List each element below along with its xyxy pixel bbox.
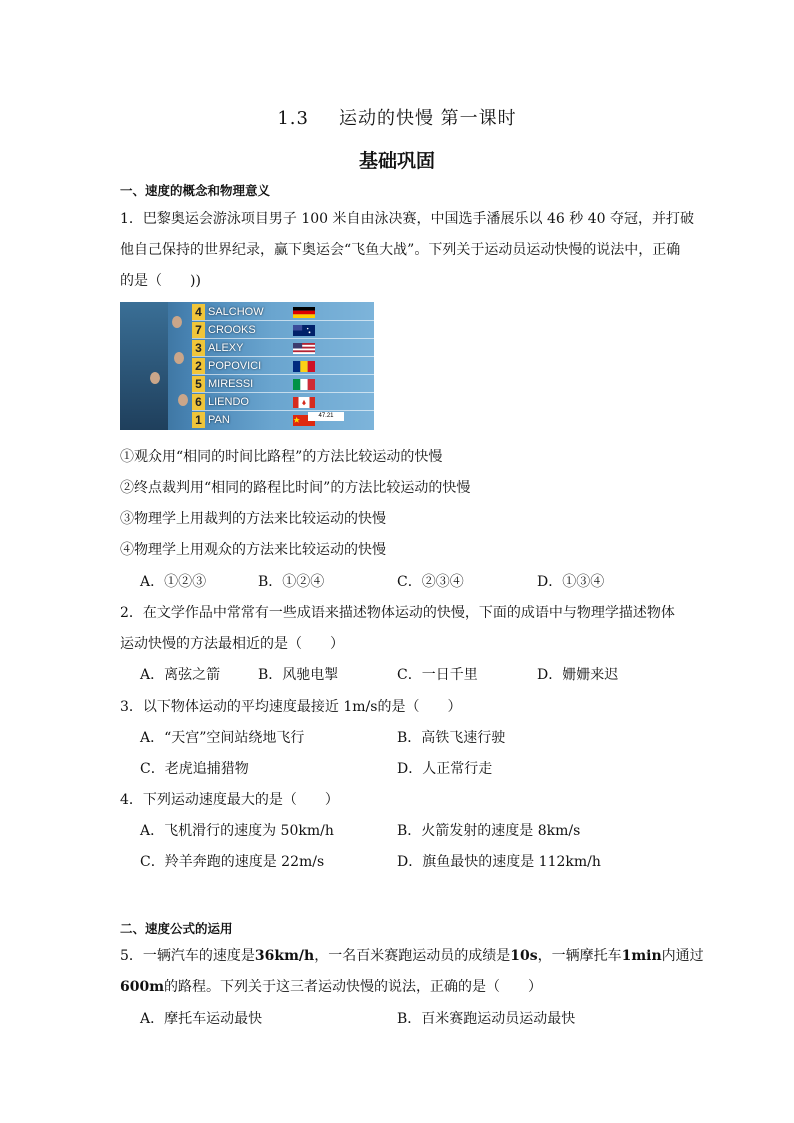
q5-text: ，一辆摩托车 <box>537 948 622 964</box>
swimmer-head <box>172 316 182 328</box>
section-1-title: 一、速度的概念和物理意义 <box>120 183 271 198</box>
italy-flag-icon <box>292 379 316 390</box>
q1-option-d: D．①③④ <box>537 574 605 590</box>
q5-option-a: A．摩托车运动最快 <box>140 1011 263 1027</box>
q5-moto-distance: 600m <box>120 979 165 995</box>
q4-stem: 4．下列运动速度最大的是（ ） <box>120 792 339 808</box>
q1-stem-line3: 的是（ )) <box>120 273 201 289</box>
q3-option-d: D．人正常行走 <box>397 761 493 777</box>
q3-option-a: A．“天宫”空间站绕地飞行 <box>140 730 305 746</box>
swimmer-head <box>178 394 188 406</box>
q1-option-a: A．①②③ <box>140 574 207 590</box>
result-row <box>192 357 374 375</box>
lane-number: 5 <box>192 376 205 392</box>
swimmer-head <box>150 372 160 384</box>
q3-option-b: B．高铁飞速行驶 <box>397 730 506 746</box>
q1-option-c: C．②③④ <box>397 574 464 590</box>
q5-stem-line2 <box>120 976 542 996</box>
q5-text: 内通过 <box>661 948 704 964</box>
section-heading: 基础巩固 <box>358 150 435 172</box>
q1-stem-line1: 1．巴黎奥运会游泳项目男子 100 米自由泳决赛，中国选手潘展乐以 46 秒 40 夺冠，并打破 <box>120 211 694 227</box>
q5-stem-line1 <box>120 945 704 965</box>
q2-option-b: B．风驰电掣 <box>258 667 339 683</box>
winning-time: 47.21 <box>308 412 344 421</box>
q3-option-c: C．老虎追捕猎物 <box>140 761 249 777</box>
q5-text: 的路程。下列关于这三者运动快慢的说法，正确的是（ ） <box>164 979 543 995</box>
romania-flag-icon <box>292 361 316 372</box>
q5-runner-time: 10s <box>510 948 538 964</box>
q2-stem-line1: 2．在文学作品中常常有一些成语来描述物体运动的快慢，下面的成语中与物理学描述物体 <box>120 605 675 621</box>
lesson-name: 运动的快慢 第一课时 <box>338 108 517 129</box>
lane-number: 7 <box>192 322 205 338</box>
swimmer-name: MIRESSI <box>208 378 254 390</box>
pool-deck <box>120 302 168 430</box>
result-row <box>192 339 374 357</box>
usa-flag-icon <box>292 343 316 354</box>
q5-text: ，一名百米赛跑运动员的成绩是 <box>314 948 511 964</box>
lane-number: 6 <box>192 394 205 410</box>
result-row <box>192 375 374 393</box>
q1-statement-3: ③物理学上用裁判的方法来比较运动的快慢 <box>120 511 386 527</box>
q1-statement-4: ④物理学上用观众的方法来比较运动的快慢 <box>120 542 386 558</box>
canada-flag-icon <box>292 397 316 408</box>
lane-number: 3 <box>192 340 205 356</box>
swimmer-name: POPOVICI <box>208 360 262 372</box>
swimmer-head <box>174 352 184 364</box>
result-row <box>192 411 374 429</box>
q4-option-d: D．旗鱼最快的速度是 112km/h <box>397 854 601 870</box>
q2-stem-line2: 运动快慢的方法最相近的是（ ） <box>120 636 344 652</box>
q2-option-a: A．离弦之箭 <box>140 667 221 683</box>
q1-option-b: B．①②④ <box>258 574 325 590</box>
lane-number: 4 <box>192 304 205 320</box>
q4-option-c: C．羚羊奔跑的速度是 22m/s <box>140 854 325 870</box>
q5-option-b: B．百米赛跑运动员运动最快 <box>397 1011 576 1027</box>
section-2-title: 二、速度公式的运用 <box>120 921 233 936</box>
q5-text: 5．一辆汽车的速度是 <box>120 948 255 964</box>
result-row <box>192 303 374 321</box>
swimming-scoreboard-photo <box>120 302 374 430</box>
swimmer-name: SALCHOW <box>208 306 264 318</box>
lesson-title <box>0 104 794 130</box>
swimmer-name: CROOKS <box>208 324 256 336</box>
australia-flag-icon <box>292 325 316 336</box>
swimmer-name: PAN <box>208 414 230 426</box>
q5-moto-time: 1min <box>621 948 662 964</box>
result-row <box>192 393 374 411</box>
lane-number: 1 <box>192 412 205 428</box>
q4-option-b: B．火箭发射的速度是 8km/s <box>397 823 581 839</box>
result-row <box>192 321 374 339</box>
lesson-number: 1.3 <box>277 108 309 129</box>
germany-flag-icon <box>292 307 316 318</box>
q2-option-c: C．一日千里 <box>397 667 478 683</box>
q3-stem: 3．以下物体运动的平均速度最接近 1m/s的是（ ） <box>120 699 462 715</box>
swimmer-name: LIENDO <box>208 396 249 408</box>
q1-stem-line2: 他自己保持的世界纪录，赢下奥运会“飞鱼大战”。下列关于运动员运动快慢的说法中，正确 <box>120 242 681 258</box>
q1-statement-1: ①观众用“相同的时间比路程”的方法比较运动的快慢 <box>120 449 443 465</box>
q5-car-speed: 36km/h <box>254 948 315 964</box>
q2-option-d: D．姗姗来迟 <box>537 667 619 683</box>
lane-number: 2 <box>192 358 205 374</box>
q1-statement-2: ②终点裁判用“相同的路程比时间”的方法比较运动的快慢 <box>120 480 471 496</box>
q4-option-a: A．飞机滑行的速度为 50km/h <box>140 823 334 839</box>
swimmer-name: ALEXY <box>208 342 244 354</box>
